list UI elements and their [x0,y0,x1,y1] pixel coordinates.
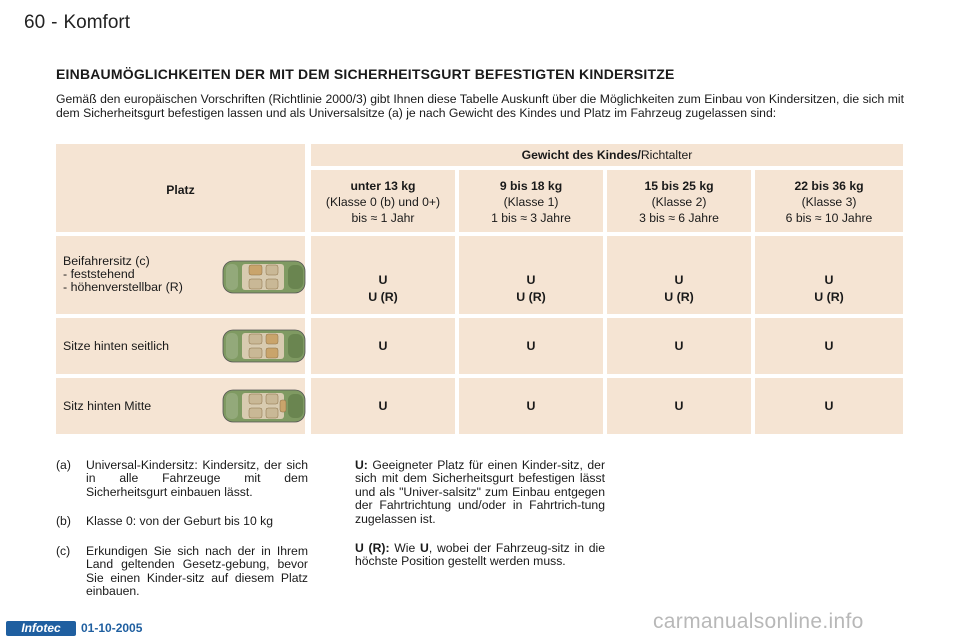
column-age: 3 bis ≈ 6 Jahre [639,211,719,225]
column-weight: unter 13 kg [350,179,416,193]
table-group-header [311,144,903,166]
car-seat-front-passenger-icon [222,257,306,297]
column-age: bis ≈ 1 Jahr [351,211,415,225]
table-corner-cell [56,144,305,232]
car-seat-rear-center-icon [222,386,306,426]
cell-value: U [674,273,684,287]
footnote-key: (b) [56,514,71,528]
row-label-cell [56,236,305,314]
cell-value: U [378,399,388,413]
table-cell [607,236,751,314]
footnote-key: (c) [56,544,71,558]
footnote [56,515,308,528]
column-header [311,170,455,232]
footnote-text: Klasse 0: von der Geburt bis 10 kg [86,514,273,528]
row-label-cell [56,318,305,374]
column-age: 1 bis ≈ 3 Jahre [491,211,571,225]
row-label-line: Sitze hinten seitlich [63,339,170,353]
row-label-cell [56,378,305,434]
column-class: (Klasse 0 (b) und 0+) [325,195,441,209]
table-cell [755,378,903,434]
footnote [56,545,308,599]
table-cell [459,318,603,374]
column-weight: 22 bis 36 kg [794,179,864,193]
legend-term: U: [355,458,368,472]
table-cell [607,318,751,374]
legend-term: U (R): [355,541,390,555]
table-cell [755,318,903,374]
group-header-normal: Richtalter [640,148,693,162]
header-separator: - [51,12,58,33]
legend-text: , wobei der Fahrzeug-sitz in die höchste Position gestellt werden muss. [355,541,605,569]
row-label-line: - höhenverstellbar (R) [63,280,183,294]
legend-term-inline: U [420,541,429,555]
column-weight: 15 bis 25 kg [644,179,714,193]
edition-date: 01-10-2005 [81,621,143,635]
row-label-line: - feststehend [63,267,135,281]
footnote-text: Universal-Kindersitz: Kindersitz, der sich in alle Fahrzeuge mit dem Sicherheitsgurt einbauen lässt. [86,458,308,499]
car-seat-rear-side-icon [222,326,306,366]
table-cell [311,236,455,314]
table-cell [459,378,603,434]
watermark: carmanualsonline.info [653,610,864,633]
column-class: (Klasse 3) [801,195,857,209]
cell-value: U [378,273,388,287]
cell-value-r: U (R) [516,290,546,304]
cell-value: U [824,339,834,353]
cell-value: U [526,339,536,353]
cell-value: U [526,273,536,287]
column-weight: 9 bis 18 kg [499,179,563,193]
cell-value: U [824,273,834,287]
table-cell [311,378,455,434]
table-cell [607,378,751,434]
row-label-line: Sitz hinten Mitte [63,399,152,413]
infotec-logo: Infotec [6,621,76,636]
legend-text: Geeigneter Platz für einen Kinder-sitz, der sich mit dem Sicherheitsgurt befestigen lässt und als "Univer-salsitz" zum Einbau entgegen der Fahrtrichtung und/oder in Fahrtrich-tung zugelassen ist. [355,458,605,526]
cell-value: U [674,399,684,413]
column-header [607,170,751,232]
chapter-title: Komfort [63,12,130,33]
cell-value-r: U (R) [368,290,398,304]
group-header-bold: Gewicht des Kindes/ [521,148,641,162]
legend-u [355,459,605,526]
row-label-line: Beifahrersitz (c) [63,254,150,268]
legend-u-r [355,542,605,569]
page-number: 60 [24,12,46,33]
footnote-key: (a) [56,458,71,472]
legend-text: Wie [389,541,421,555]
column-header [459,170,603,232]
column-class: (Klasse 1) [503,195,559,209]
column-class: (Klasse 2) [651,195,707,209]
footnote [56,459,308,499]
cell-value: U [378,339,388,353]
platz-label: Platz [166,183,195,197]
footnote-text: Erkundigen Sie sich nach der in Ihrem Land geltenden Gesetz-gebung, bevor Sie einen Kinder-sitz auf diesem Platz einbauen. [86,544,308,599]
section-title: EINBAUMÖGLICHKEITEN DER MIT DEM SICHERHEITSGURT BEFESTIGTEN KINDERSITZE [56,66,675,82]
cell-value: U [824,399,834,413]
column-header [755,170,903,232]
column-age: 6 bis ≈ 10 Jahre [785,211,873,225]
cell-value: U [526,399,536,413]
cell-value-r: U (R) [664,290,694,304]
table-cell [459,236,603,314]
intro-paragraph: Gemäß den europäischen Vorschriften (Richtlinie 2000/3) gibt Ihnen diese Tabelle Auskunft über die Möglichkeiten zum Einbau von Kindersitzen, die sich mit dem Sicherheitsgurt befestigen lassen und als Universalsitze (a) je nach Gewicht des Kindes und Platz im Fahrzeug zugelassen sind: [56,92,904,120]
cell-value: U [674,339,684,353]
table-cell [311,318,455,374]
page-header [24,12,130,34]
table-cell [755,236,903,314]
cell-value-r: U (R) [814,290,844,304]
